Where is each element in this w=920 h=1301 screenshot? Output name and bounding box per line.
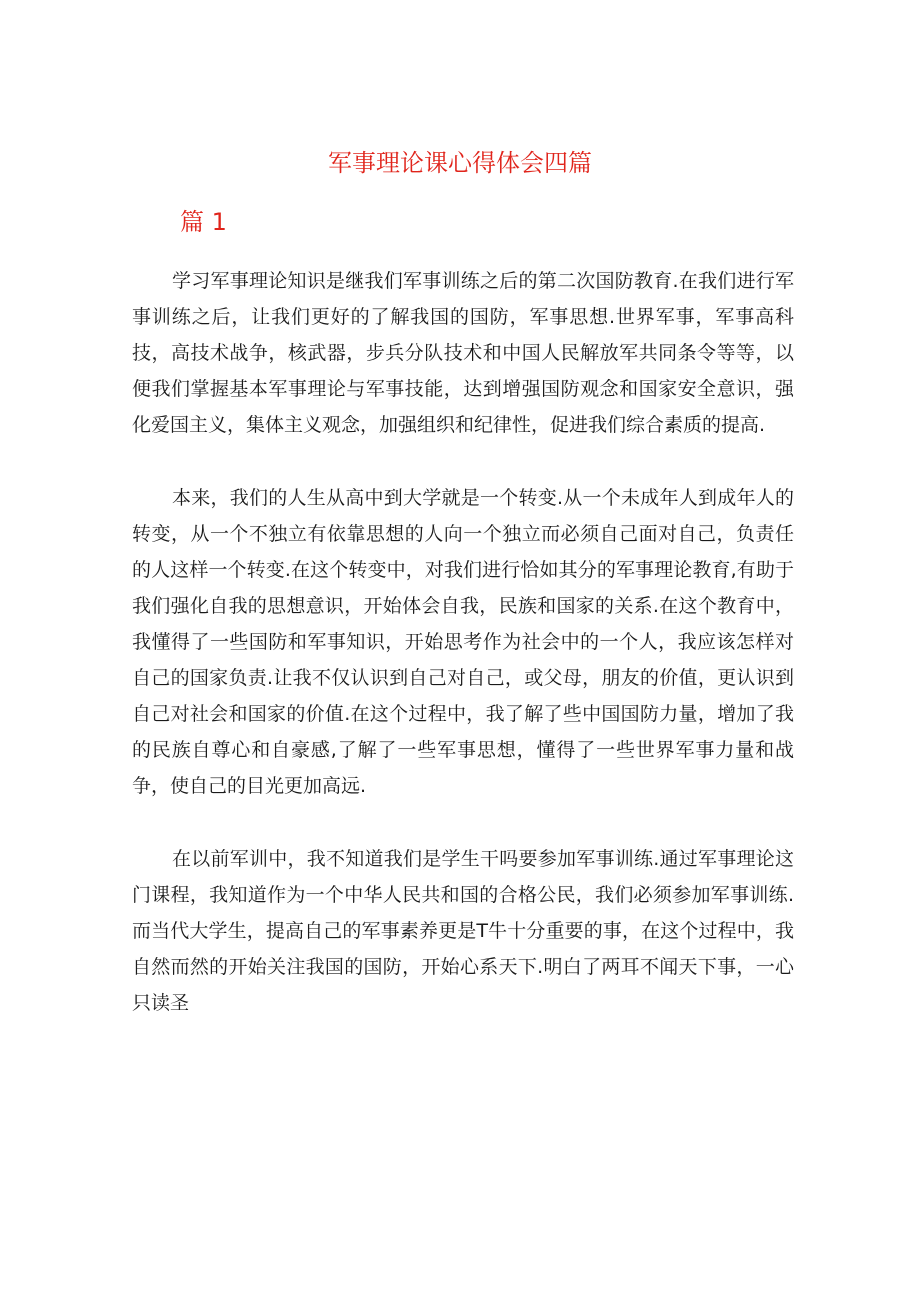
document-title: 军事理论课心得体会四篇 <box>328 149 592 177</box>
document-body <box>132 263 794 1058</box>
section-heading: 篇 1 <box>180 208 227 236</box>
paragraph-2: 本来，我们的人生从高中到大学就是一个转变.从一个未成年人到成年人的转变，从一个不独立有依靠思想的人向一个独立而必须自己面对自己，负责任的人这样一个转变.在这个转变中，对我们进行恰如其分的军事理论教育,有助于我们强化自我的思想意识，开始体会自我，民族和国家的关系.在这个教育中，我懂得了一些国防和军事知识，开始思考作为社会中的一个人，我应该怎样对自己的国家负责.让我不仅认识到自己对自己，或父母，朋友的价值，更认识到自己对社会和国家的价值.在这个过程中，我了解了些中国国防力量，增加了我的民族自尊心和自豪感,了解了一些军事思想，懂得了一些世界军事力量和战争，使自己的目光更加高远. <box>132 487 794 797</box>
paragraph-3: 在以前军训中，我不知道我们是学生干吗要参加军事训练.通过军事理论这门课程，我知道作为一个中华人民共和国的合格公民，我们必须参加军事训练.而当代大学生，提高自己的军事素养更是T牛十分重要的事，在这个过程中，我自然而然的开始关注我国的国防，开始心系天下.明白了两耳不闻天下事，一心只读圣 <box>132 848 794 1014</box>
paragraph-1: 学习军事理论知识是继我们军事训练之后的第二次国防教育.在我们进行军事训练之后，让我们更好的了解我国的国防，军事思想.世界军事，军事高科技，高技术战争，核武器，步兵分队技术和中国人民解放军共同条令等等，以便我们掌握基本军事理论与军事技能，达到增强国防观念和国家安全意识，强化爱国主义，集体主义观念，加强组织和纪律性，促进我们综合素质的提高. <box>132 270 794 436</box>
